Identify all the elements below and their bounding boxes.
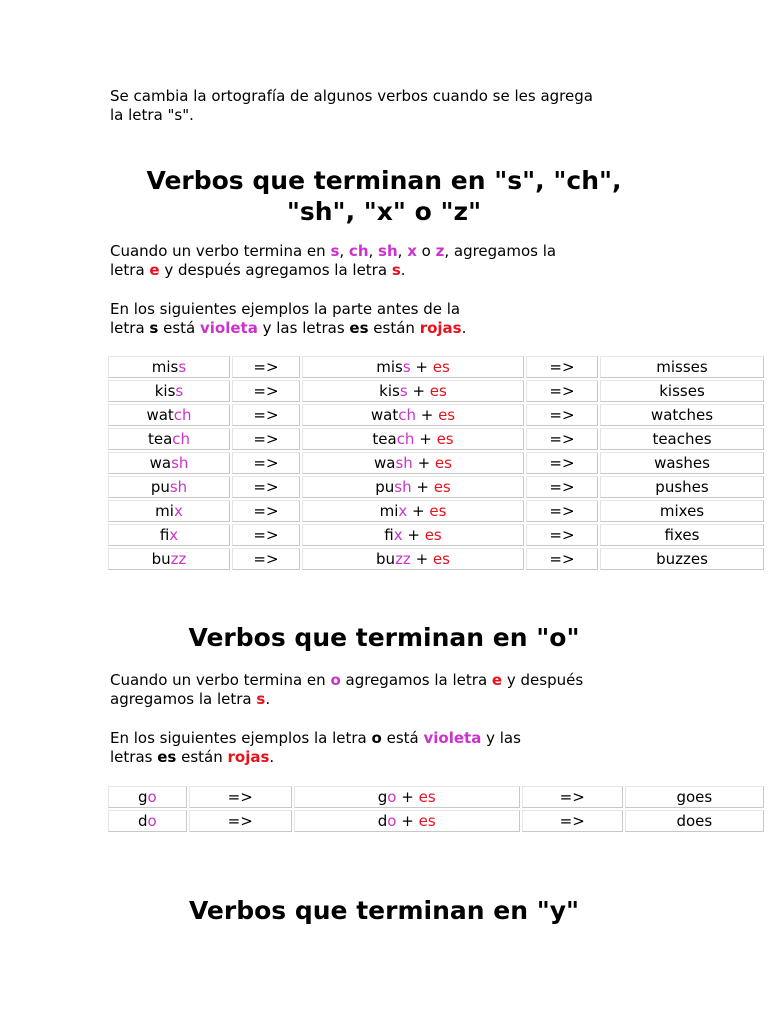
note-text: están bbox=[176, 748, 228, 766]
arrow-cell bbox=[522, 786, 623, 808]
rule-letter-ch: ch bbox=[348, 242, 369, 260]
verb-cell bbox=[108, 786, 187, 808]
note-letters-es: es bbox=[157, 748, 177, 766]
rule-letter-o: o bbox=[330, 671, 341, 689]
verb-stem: wat bbox=[370, 406, 399, 424]
note-letter-s: s bbox=[149, 319, 159, 337]
note-letter-o: o bbox=[371, 729, 382, 747]
table-row bbox=[108, 356, 764, 378]
verb-ending: zz bbox=[170, 550, 187, 568]
arrow-text: => bbox=[227, 812, 253, 830]
verb-ending: ch bbox=[396, 430, 415, 448]
arrow-cell bbox=[522, 810, 623, 832]
result-word: does bbox=[676, 812, 713, 830]
suffix-es: es bbox=[436, 430, 454, 448]
verb-cell bbox=[108, 380, 230, 402]
section1-rule bbox=[110, 242, 556, 280]
arrow-cell bbox=[232, 404, 300, 426]
verb-ending: o bbox=[147, 812, 157, 830]
verb-stem: kis bbox=[379, 382, 400, 400]
result-cell bbox=[600, 428, 764, 450]
arrow-text: => bbox=[549, 430, 575, 448]
result-cell bbox=[600, 524, 764, 546]
arrow-cell bbox=[232, 428, 300, 450]
verb-cell bbox=[108, 500, 230, 522]
note-text: y las letras bbox=[257, 319, 350, 337]
formation-cell bbox=[302, 476, 524, 498]
plus-sign: + bbox=[412, 454, 435, 472]
verb-ending: sh bbox=[171, 454, 189, 472]
table-row bbox=[108, 404, 764, 426]
arrow-text: => bbox=[549, 454, 575, 472]
rule-letter-s: s bbox=[330, 242, 340, 260]
arrow-cell bbox=[232, 476, 300, 498]
note-letters-es: es bbox=[349, 319, 369, 337]
verb-cell bbox=[108, 452, 230, 474]
plus-sign: + bbox=[414, 430, 437, 448]
verb-stem: bu bbox=[151, 550, 171, 568]
verb-stem: d bbox=[377, 812, 388, 830]
result-cell bbox=[600, 500, 764, 522]
verb-ending: sh bbox=[395, 454, 413, 472]
rule-letter-e: e bbox=[149, 261, 160, 279]
rule-text: , bbox=[397, 242, 408, 260]
verb-stem: pu bbox=[375, 478, 395, 496]
arrow-cell bbox=[232, 500, 300, 522]
result-word: buzzes bbox=[656, 550, 708, 568]
arrow-cell bbox=[526, 476, 598, 498]
verb-stem: tea bbox=[372, 430, 397, 448]
verb-cell bbox=[108, 548, 230, 570]
suffix-es: es bbox=[432, 358, 450, 376]
table-row bbox=[108, 810, 764, 832]
table-row bbox=[108, 476, 764, 498]
suffix-es: es bbox=[429, 382, 447, 400]
verb-stem: g bbox=[377, 788, 388, 806]
result-word: fixes bbox=[664, 526, 700, 544]
note-text: está bbox=[158, 319, 200, 337]
note-word-rojas: rojas bbox=[419, 319, 462, 337]
arrow-text: => bbox=[549, 526, 575, 544]
plus-sign: + bbox=[410, 358, 433, 376]
arrow-cell bbox=[526, 356, 598, 378]
verb-ending: o bbox=[147, 788, 157, 806]
note-text: En los siguientes ejemplos la letra bbox=[110, 729, 372, 747]
arrow-text: => bbox=[253, 454, 279, 472]
verb-stem: mis bbox=[376, 358, 403, 376]
verb-ending: sh bbox=[394, 478, 412, 496]
section2-heading: Verbos que terminan en "o" bbox=[188, 623, 580, 652]
note-word-violeta: violeta bbox=[200, 319, 258, 337]
arrow-text: => bbox=[559, 788, 585, 806]
result-cell bbox=[600, 380, 764, 402]
rule-text: y después bbox=[502, 671, 584, 689]
rule-letter-s: s bbox=[256, 690, 266, 708]
table-row bbox=[108, 786, 764, 808]
formation-cell bbox=[302, 428, 524, 450]
section1-heading bbox=[0, 165, 768, 227]
rule-letter-e: e bbox=[491, 671, 503, 689]
rule-text: y después agregamos la letra bbox=[159, 261, 392, 279]
rule-text: agregamos la letra bbox=[340, 671, 492, 689]
arrow-cell bbox=[189, 810, 292, 832]
table-row bbox=[108, 524, 764, 546]
arrow-text: => bbox=[549, 358, 575, 376]
verb-stem: g bbox=[138, 788, 148, 806]
arrow-text: => bbox=[253, 478, 279, 496]
rule-text: Cuando un verbo termina en bbox=[110, 242, 331, 260]
intro-paragraph bbox=[110, 87, 593, 125]
suffix-es: es bbox=[418, 812, 436, 830]
result-cell bbox=[600, 476, 764, 498]
verb-ending: x bbox=[398, 502, 408, 520]
verb-ending: o bbox=[387, 788, 397, 806]
arrow-cell bbox=[526, 380, 598, 402]
arrow-text: => bbox=[253, 358, 279, 376]
plus-sign: + bbox=[411, 478, 434, 496]
arrow-cell bbox=[232, 452, 300, 474]
examples-table-s-ch-sh-x-z bbox=[106, 354, 766, 572]
arrow-cell bbox=[189, 786, 292, 808]
rule-text: . bbox=[400, 261, 406, 279]
verb-stem: tea bbox=[147, 430, 173, 448]
formation-cell bbox=[302, 380, 524, 402]
rule-letter-x: x bbox=[407, 242, 417, 260]
plus-sign: + bbox=[407, 382, 430, 400]
result-cell bbox=[625, 786, 764, 808]
result-word: misses bbox=[656, 358, 708, 376]
suffix-es: es bbox=[429, 502, 447, 520]
rule-text: . bbox=[265, 690, 271, 708]
table-row bbox=[108, 548, 764, 570]
arrow-cell bbox=[526, 404, 598, 426]
plus-sign: + bbox=[415, 406, 439, 424]
note-text: letra bbox=[110, 319, 150, 337]
note-word-violeta: violeta bbox=[423, 729, 482, 747]
verb-ending: zz bbox=[395, 550, 411, 568]
arrow-text: => bbox=[227, 788, 253, 806]
verb-stem: d bbox=[138, 812, 148, 830]
formation-cell bbox=[294, 786, 520, 808]
arrow-cell bbox=[232, 380, 300, 402]
formation-cell bbox=[302, 452, 524, 474]
rule-text: letra bbox=[110, 261, 150, 279]
arrow-text: => bbox=[549, 550, 575, 568]
formation-cell bbox=[302, 404, 524, 426]
verb-stem: pu bbox=[150, 478, 170, 496]
arrow-text: => bbox=[549, 502, 575, 520]
formation-cell bbox=[302, 500, 524, 522]
rule-letter-z: z bbox=[435, 242, 445, 260]
note-text: están bbox=[368, 319, 420, 337]
arrow-text: => bbox=[559, 812, 585, 830]
examples-table-o bbox=[106, 784, 766, 834]
rule-letter-sh: sh bbox=[378, 242, 398, 260]
verb-ending: s bbox=[175, 382, 184, 400]
arrow-text: => bbox=[253, 382, 279, 400]
note-text: letras bbox=[110, 748, 158, 766]
note-word-rojas: rojas bbox=[227, 748, 270, 766]
verb-ending: ch bbox=[398, 406, 416, 424]
verb-cell bbox=[108, 428, 230, 450]
table-row bbox=[108, 428, 764, 450]
verb-cell bbox=[108, 356, 230, 378]
verb-cell bbox=[108, 404, 230, 426]
note-text: está bbox=[381, 729, 424, 747]
formation-cell bbox=[302, 548, 524, 570]
formation-cell bbox=[294, 810, 520, 832]
arrow-cell bbox=[526, 428, 598, 450]
plus-sign: + bbox=[407, 502, 430, 520]
plus-sign: + bbox=[396, 788, 419, 806]
verb-ending: sh bbox=[169, 478, 188, 496]
formation-cell bbox=[302, 356, 524, 378]
note-text: En los siguientes ejemplos la parte antes de la bbox=[110, 300, 461, 318]
verb-ending: s bbox=[402, 358, 411, 376]
plus-sign: + bbox=[396, 812, 419, 830]
arrow-cell bbox=[526, 524, 598, 546]
table-row bbox=[108, 500, 764, 522]
verb-cell bbox=[108, 810, 187, 832]
result-cell bbox=[600, 404, 764, 426]
verb-stem: fi bbox=[159, 526, 170, 544]
rule-text: , bbox=[368, 242, 379, 260]
intro-line-2: la letra "s". bbox=[110, 106, 194, 124]
suffix-es: es bbox=[433, 478, 451, 496]
verb-stem: wa bbox=[149, 454, 172, 472]
arrow-text: => bbox=[253, 502, 279, 520]
arrow-cell bbox=[526, 500, 598, 522]
verb-cell bbox=[108, 524, 230, 546]
section1-heading-line-2: "sh", "x" o "z" bbox=[286, 197, 482, 226]
result-cell bbox=[600, 356, 764, 378]
arrow-text: => bbox=[253, 526, 279, 544]
arrow-cell bbox=[232, 548, 300, 570]
rule-letter-s: s bbox=[391, 261, 401, 279]
section3-heading: Verbos que terminan en "y" bbox=[188, 896, 580, 925]
result-cell bbox=[625, 810, 764, 832]
verb-cell bbox=[108, 476, 230, 498]
plus-sign: + bbox=[402, 526, 425, 544]
arrow-cell bbox=[232, 356, 300, 378]
rule-text: , agregamos la bbox=[444, 242, 557, 260]
verb-ending: x bbox=[173, 502, 183, 520]
section1-heading-line-1: Verbos que terminan en "s", "ch", bbox=[146, 166, 622, 195]
result-cell bbox=[600, 452, 764, 474]
verb-ending: s bbox=[178, 358, 187, 376]
suffix-es: es bbox=[418, 788, 436, 806]
rule-text: agregamos la letra bbox=[110, 690, 257, 708]
verb-stem: kis bbox=[154, 382, 176, 400]
rule-text: o bbox=[416, 242, 436, 260]
result-word: kisses bbox=[659, 382, 705, 400]
arrow-text: => bbox=[549, 406, 575, 424]
suffix-es: es bbox=[432, 550, 450, 568]
verb-ending: ch bbox=[172, 430, 191, 448]
verb-ending: ch bbox=[173, 406, 192, 424]
result-word: goes bbox=[676, 788, 713, 806]
rule-text: , bbox=[339, 242, 349, 260]
result-word: mixes bbox=[659, 502, 705, 520]
suffix-es: es bbox=[434, 454, 452, 472]
table-row bbox=[108, 380, 764, 402]
formation-cell bbox=[302, 524, 524, 546]
suffix-es: es bbox=[438, 406, 456, 424]
verb-ending: x bbox=[169, 526, 179, 544]
result-word: watches bbox=[650, 406, 714, 424]
verb-stem: bu bbox=[376, 550, 396, 568]
section2-note bbox=[110, 729, 521, 767]
result-cell bbox=[600, 548, 764, 570]
note-text: y las bbox=[481, 729, 521, 747]
result-word: teaches bbox=[652, 430, 712, 448]
verb-stem: mi bbox=[155, 502, 174, 520]
verb-stem: wa bbox=[374, 454, 396, 472]
result-word: washes bbox=[654, 454, 710, 472]
rule-text: Cuando un verbo termina en bbox=[110, 671, 331, 689]
verb-stem: wat bbox=[146, 406, 174, 424]
arrow-text: => bbox=[549, 478, 575, 496]
arrow-text: => bbox=[253, 430, 279, 448]
arrow-cell bbox=[526, 452, 598, 474]
arrow-cell bbox=[526, 548, 598, 570]
verb-ending: x bbox=[393, 526, 403, 544]
plus-sign: + bbox=[410, 550, 433, 568]
note-text: . bbox=[461, 319, 467, 337]
result-word: pushes bbox=[655, 478, 709, 496]
arrow-text: => bbox=[549, 382, 575, 400]
table-row bbox=[108, 452, 764, 474]
verb-stem: fi bbox=[384, 526, 394, 544]
verb-stem: mi bbox=[379, 502, 399, 520]
arrow-text: => bbox=[253, 406, 279, 424]
verb-stem: mis bbox=[151, 358, 179, 376]
note-text: . bbox=[269, 748, 275, 766]
section2-rule bbox=[110, 671, 583, 709]
arrow-cell bbox=[232, 524, 300, 546]
section1-note bbox=[110, 300, 466, 338]
verb-ending: s bbox=[399, 382, 408, 400]
arrow-text: => bbox=[253, 550, 279, 568]
verb-ending: o bbox=[387, 812, 397, 830]
intro-line-1: Se cambia la ortografía de algunos verbos cuando se les agrega bbox=[110, 87, 593, 105]
suffix-es: es bbox=[424, 526, 442, 544]
